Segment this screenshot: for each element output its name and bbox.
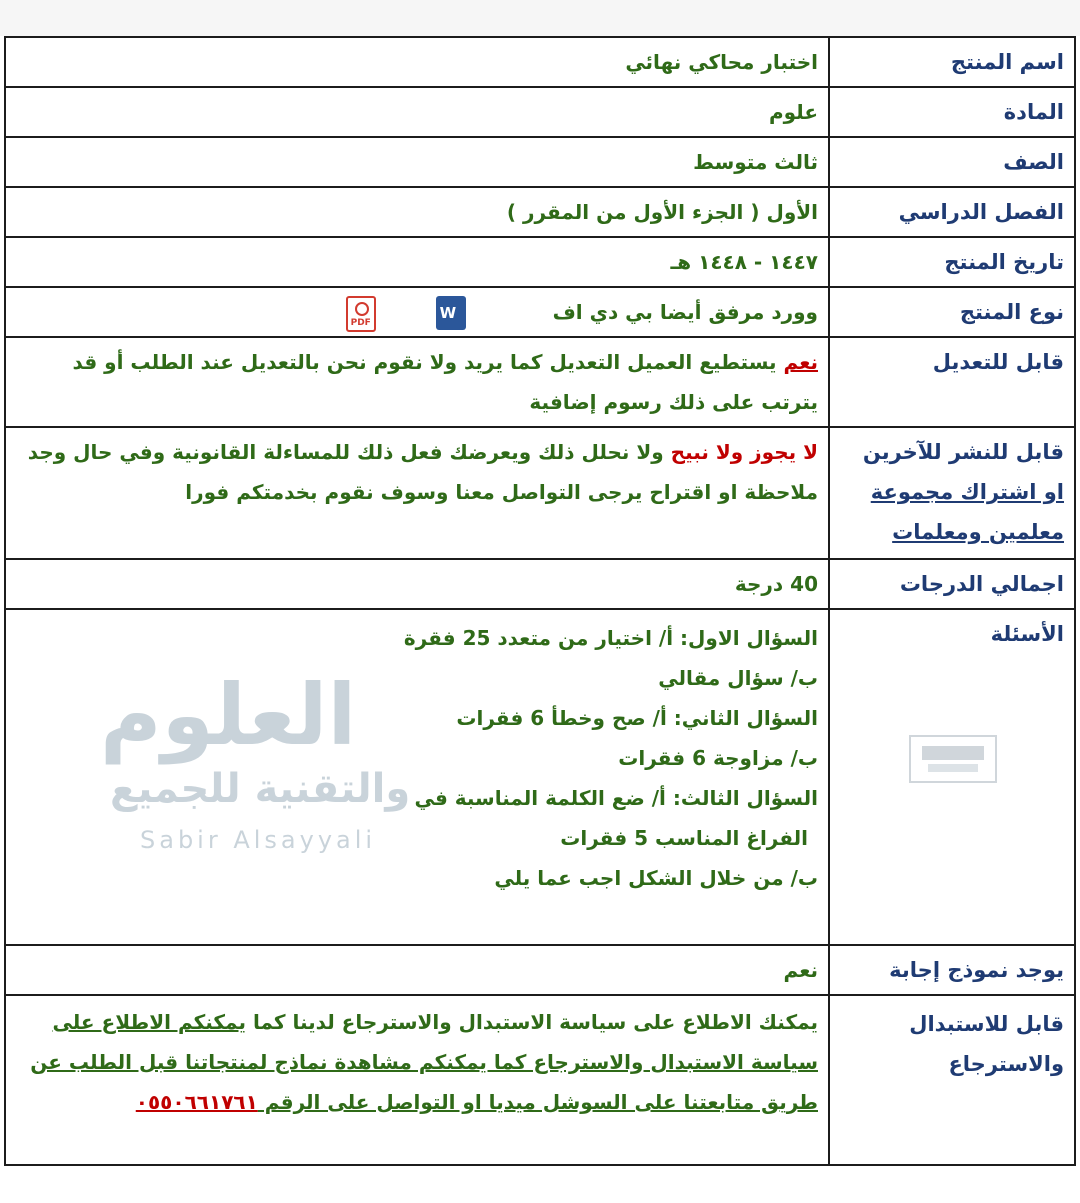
value-editable [5,337,829,427]
returns-text-2: يمكنكم الاطلاع على سياسة الاستبدال والاسترجاع كما يمكنكم مشاهدة نماذج لمنتجاتنا قبل الطلب عن طريق متابعتنا على السوشل ميديا او التواصل على الرقم [30,1010,818,1114]
editable-text: يستطيع العميل التعديل كما يريد ولا نقوم نحن بالتعديل عند الطلب أو قد يترتب على ذلك رسوم إضافية [72,350,818,414]
top-strip [0,0,1080,36]
returns-text-1: يمكنك الاطلاع على سياسة الاستبدال والاسترجاع لدينا كما [245,1010,818,1034]
word-file-icon [436,296,466,330]
table-row-date [5,237,1075,287]
returns-phone: ٠٥٥٠٦٦١٧٦١ [135,1090,258,1114]
pdf-symbol-icon [355,302,369,316]
word-icon-letter: W [439,303,457,322]
question-line: السؤال الثالث: أ/ ضع الكلمة المناسبة في [414,786,818,810]
product-spec-table [4,36,1076,1166]
value-publish [5,427,829,559]
value-total: 40 درجة [5,559,829,609]
publish-label-line2: او اشتراك مجموعة معلمين ومعلمات [870,480,1064,544]
table-row-returns [5,995,1075,1165]
value-subject: علوم [5,87,829,137]
table-row-publish [5,427,1075,559]
question-line: ب/ مزاوجة 6 فقرات [618,746,818,770]
value-product-name: اختبار محاكي نهائي [5,37,829,87]
label-publish [829,427,1075,559]
watermark-line-3: Sabir Alsayyali [140,826,377,854]
table-row-grade [5,137,1075,187]
table-row-subject [5,87,1075,137]
label-date: تاريخ المنتج [829,237,1075,287]
returns-label-line2: والاسترجاع [948,1052,1064,1076]
table-row-product-name [5,37,1075,87]
watermark-line-2: والتقنية للجميع [110,766,411,812]
label-semester: الفصل الدراسي [829,187,1075,237]
value-semester: الأول ( الجزء الأول من المقرر ) [5,187,829,237]
pdf-icon-label: PDF [350,317,371,328]
returns-label-line1: قابل للاستبدال [909,1012,1064,1036]
label-answer-key: يوجد نموذج إجابة [829,945,1075,995]
value-questions [5,609,829,945]
value-date: ١٤٤٧ - ١٤٤٨ هـ [5,237,829,287]
publish-label-line1: قابل للنشر للآخرين [862,440,1064,464]
table-row-total [5,559,1075,609]
question-line: السؤال الثاني: أ/ صح وخطأ 6 فقرات [456,706,818,730]
table-row-semester [5,187,1075,237]
type-text: وورد مرفق أيضا بي دي اف [552,300,818,324]
label-questions: الأسئلة [829,609,1075,945]
label-total: اجمالي الدرجات [829,559,1075,609]
watermark-line-1: العلوم [100,666,357,764]
small-logo-icon [908,734,998,784]
pdf-file-icon [346,296,376,332]
publish-highlight: لا يجوز ولا نبيح [670,440,818,464]
value-type [5,287,829,337]
question-line: ب/ سؤال مقالي [658,666,818,690]
table-row-type [5,287,1075,337]
value-returns [5,995,829,1165]
label-subject: المادة [829,87,1075,137]
file-icons [346,296,466,332]
value-answer-key: نعم [5,945,829,995]
label-editable: قابل للتعديل [829,337,1075,427]
publish-text: ولا نحلل ذلك ويعرضك فعل ذلك للمساءلة القانونية وفي حال وجد ملاحظة او اقتراح يرجى التواصل معنا وسوف نقوم بخدمتكم فورا [27,440,818,504]
table-row-answer-key [5,945,1075,995]
label-returns [829,995,1075,1165]
editable-highlight: نعم [783,350,818,374]
question-line: ب/ من خلال الشكل اجب عما يلي [494,866,818,890]
value-grade: ثالث متوسط [5,137,829,187]
label-type: نوع المنتج [829,287,1075,337]
label-grade: الصف [829,137,1075,187]
label-product-name: اسم المنتج [829,37,1075,87]
question-line: السؤال الاول: أ/ اختيار من متعدد 25 فقرة [403,626,818,650]
question-line: الفراغ المناسب 5 فقرات [560,826,808,850]
table-row-editable [5,337,1075,427]
